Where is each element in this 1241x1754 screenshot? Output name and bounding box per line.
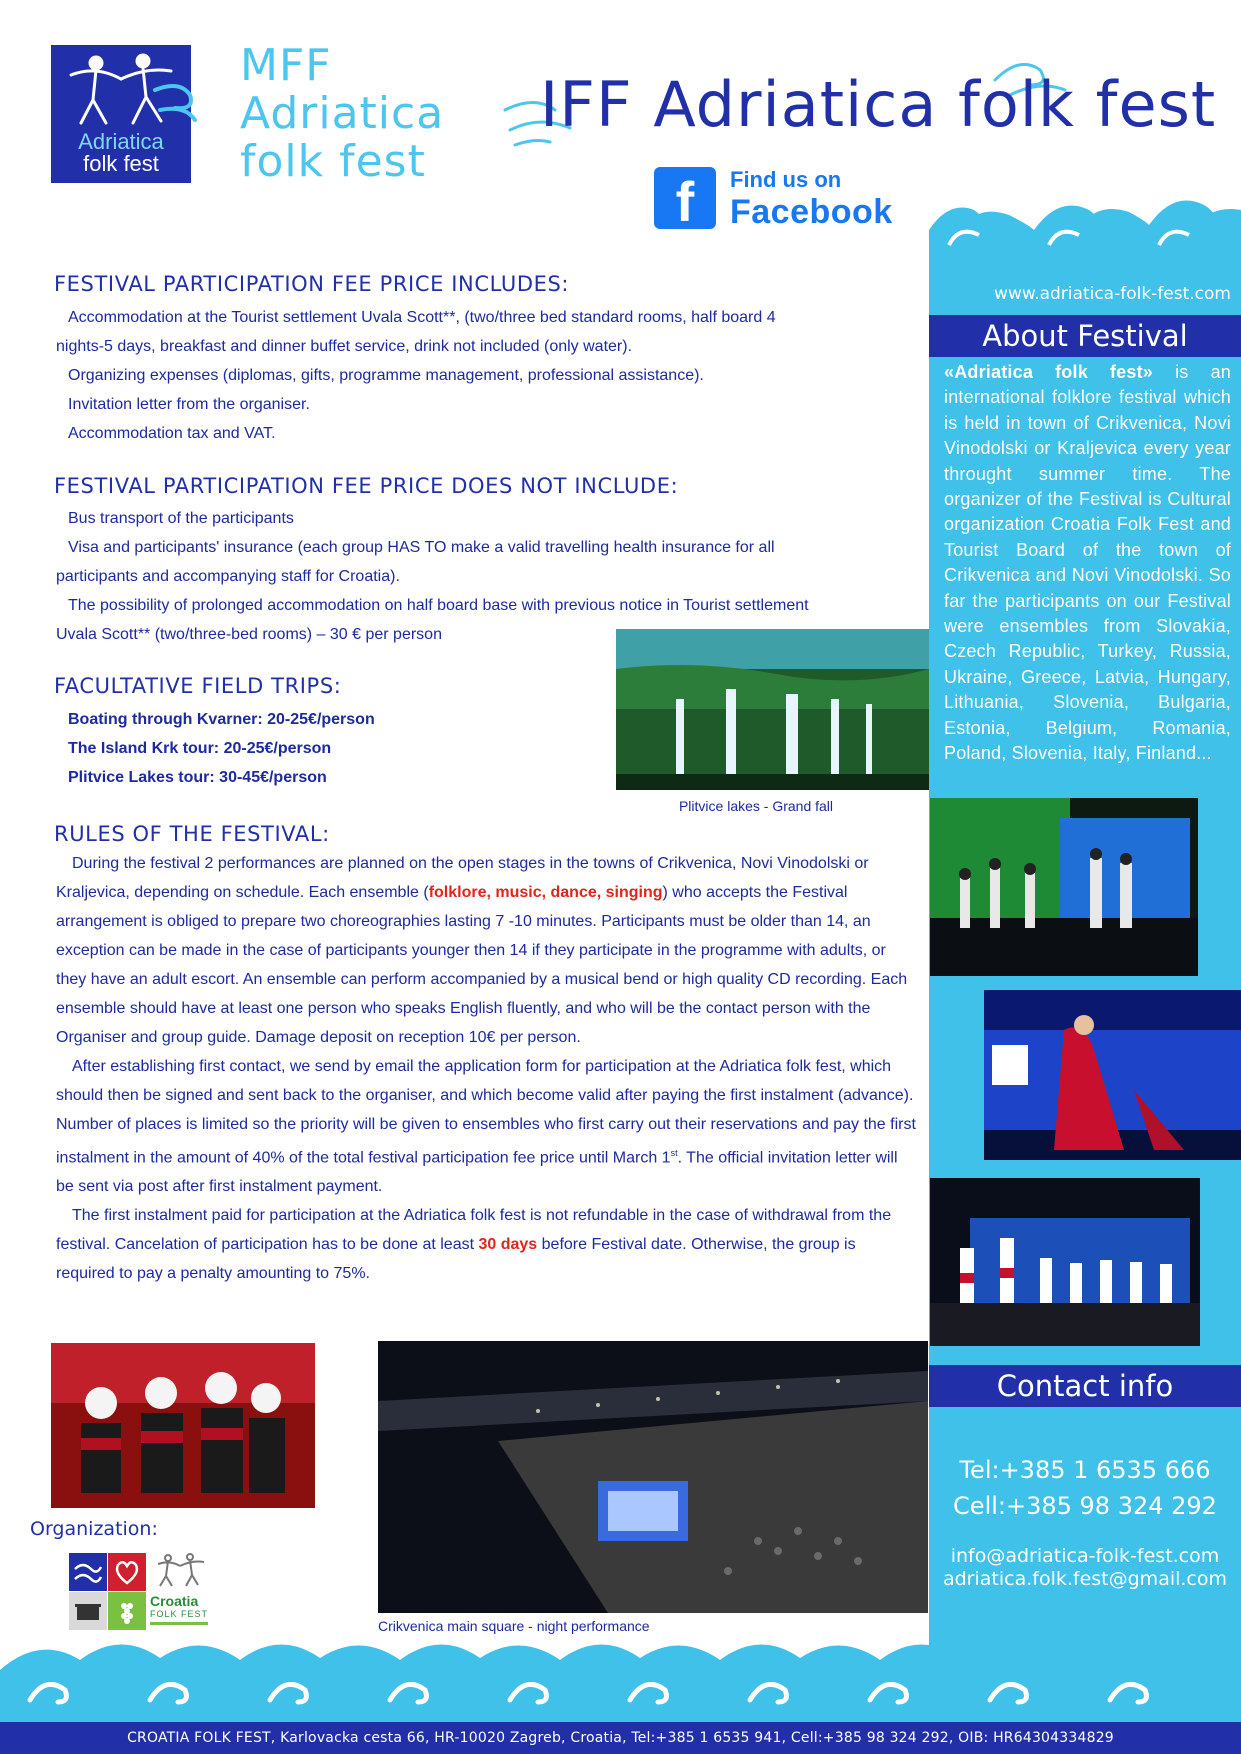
list-item: Accommodation tax and VAT. <box>68 425 276 442</box>
excludes-list <box>56 504 916 649</box>
organization-label: Organization: <box>30 1518 158 1540</box>
contact-email-info[interactable]: info@adriatica-folk-fest.com <box>950 1545 1220 1567</box>
photo-stage-dancers-green <box>930 798 1198 976</box>
about-festival-heading: About Festival <box>929 315 1241 357</box>
website-url[interactable]: www.adriatica-folk-fest.com <box>994 284 1231 304</box>
facebook-line2: Facebook <box>730 193 893 231</box>
about-text: «Adriatica folk fest» is an international folklore festival which is held in town of Crikvenica, Novi Vinodolski or Kraljevica every year throught summer time. The organizer of the Festival is Cultural organization Croatia Folk Fest and Tourist Board of the town of Crikvenica and Novi Vinodolski. So far the participants on our Festival were ensembles from Slovakia, Czech Republic, Turkey, Russia, Ukraine, Greece, Latvia, Hungary, Lithuania, Slovenia, Bulgaria, Estonia, Belgium, Romania, Poland, Slovenia, Italy, Finland... <box>944 362 1231 764</box>
facebook-badge[interactable] <box>654 165 914 231</box>
trips-list <box>56 705 616 792</box>
wave-decoration <box>929 190 1241 260</box>
list-item: The Island Krk tour: 20-25€/person <box>68 740 332 757</box>
grapes-icon <box>108 1592 146 1630</box>
org-logo-colosseum <box>69 1592 107 1630</box>
wave-logo-icon <box>69 1553 107 1591</box>
org-logo-grapes <box>108 1592 146 1630</box>
photo-stage-dancer-red <box>984 990 1241 1160</box>
list-item: Boating through Kvarner: 20-25€/person <box>68 711 375 728</box>
footer-address: CROATIA FOLK FEST, Karlovacka cesta 66, HR-10020 Zagreb, Croatia, Tel:+385 1 6535 941, Cell:+385 98 324 292, OIB: HR64304334829 <box>127 1730 1114 1746</box>
contact-phone[interactable]: Tel:+385 1 6535 666 <box>959 1456 1211 1484</box>
caption-plitvice: Plitvice lakes - Grand fall <box>678 798 834 814</box>
facebook-line1: Find us on <box>730 167 842 192</box>
list-item: nights-5 days, breakfast and dinner buffet service, drink not included (only water). <box>56 338 633 355</box>
rules-paragraph: During the festival 2 performances are planned on the open stages in the towns of Crikvenica, Novi Vinodolski or Kraljevica, depending on schedule. Each ensemble (folklore, music, dance, singing) who accepts the Festival arrangement is obliged to prepare two choreographies lasting 7 -10 minutes. Participants must be older than 14, an exception can be made in the case of participants younger then 14 if they participate in the programme with adults, or they have an adult escort. An ensemble can perform accompanied by a musical bend or high quality CD recording. Each ensemble should have at least one person who speaks English fluently, and who will be the contact person with the Organiser and group guide. Damage deposit on reception 10€ per person. <box>56 855 908 1046</box>
mff-title: MFF Adriatica folk fest <box>240 40 445 187</box>
dancers-logo-icon <box>150 1550 210 1590</box>
rules-heading: RULES OF THE FESTIVAL: <box>54 822 330 846</box>
list-item: Organizing expenses (diplomas, gifts, programme management, professional assistance). <box>68 367 704 384</box>
photo-plitvice-waterfall <box>616 629 929 790</box>
page-title: IFF Adriatica folk fest <box>540 68 1217 141</box>
contact-email-gmail[interactable]: adriatica.folk.fest@gmail.com <box>942 1568 1228 1590</box>
org-logo-dancers <box>150 1550 210 1590</box>
list-item: Accommodation at the Tourist settlement Uvala Scott**, (two/three bed standard rooms, half board 4 <box>68 309 776 326</box>
list-item: participants and accompanying staff for Croatia). <box>56 568 400 585</box>
list-item: Plitvice Lakes tour: 30-45€/person <box>68 769 327 786</box>
includes-list <box>56 303 916 448</box>
org-logo-adriatica <box>69 1553 107 1591</box>
building-icon <box>69 1592 107 1630</box>
list-item: Uvala Scott** (two/three-bed rooms) – 30 € per person <box>56 626 442 643</box>
wave-swirl-icon <box>150 80 210 130</box>
photo-night-stage-dancers <box>930 1178 1200 1346</box>
rules-paragraph: The first instalment paid for participation at the Adriatica folk fest is not refundable in the case of withdrawal from the festival. Cancelation of participation has to be done at least 30 days before Festival date. Otherwise, the group is required to pay a penalty amounting to 75%. <box>56 1207 892 1283</box>
rules-text <box>56 849 916 1288</box>
org-logo-heart <box>108 1553 146 1591</box>
includes-heading: FESTIVAL PARTICIPATION FEE PRICE INCLUDES: <box>54 272 570 296</box>
photo-crikvenica-night <box>378 1341 928 1613</box>
heart-icon <box>108 1553 146 1591</box>
trips-heading: FACULTATIVE FIELD TRIPS: <box>54 674 342 698</box>
org-logo-croatia-folk-fest: Croatia FOLK FEST <box>150 1594 210 1625</box>
contact-info-heading: Contact info <box>929 1365 1241 1407</box>
list-item: Visa and participants' insurance (each group HAS TO make a valid travelling health insurance for all <box>68 539 775 556</box>
photo-singers <box>51 1343 315 1508</box>
contact-cell[interactable]: Cell:+385 98 324 292 <box>953 1492 1217 1520</box>
excludes-heading: FESTIVAL PARTICIPATION FEE PRICE DOES NOT INCLUDE: <box>54 474 679 498</box>
facebook-icon: f <box>654 167 716 229</box>
caption-crikvenica: Crikvenica main square - night performance <box>378 1618 650 1634</box>
list-item: Invitation letter from the organiser. <box>68 396 310 413</box>
list-item: The possibility of prolonged accommodation on half board base with previous notice in Tourist settlement <box>68 597 809 614</box>
list-item: Bus transport of the participants <box>68 510 294 527</box>
logo-text-line1: Adriatica <box>78 129 164 154</box>
logo-text-line2: folk fest <box>83 151 159 176</box>
rules-paragraph: After establishing first contact, we send by email the application form for participation at the Adriatica folk fest, which should then be signed and sent back to the organiser, and which become valid after paying the first instalment (advance). Number of places is limited so the priority will be given to ensembles who first carry out their reservations and pay the first instalment in the amount of 40% of the total festival participation fee price until March 1st. The official invitation letter will be sent via post after first instalment payment. <box>56 1058 916 1196</box>
